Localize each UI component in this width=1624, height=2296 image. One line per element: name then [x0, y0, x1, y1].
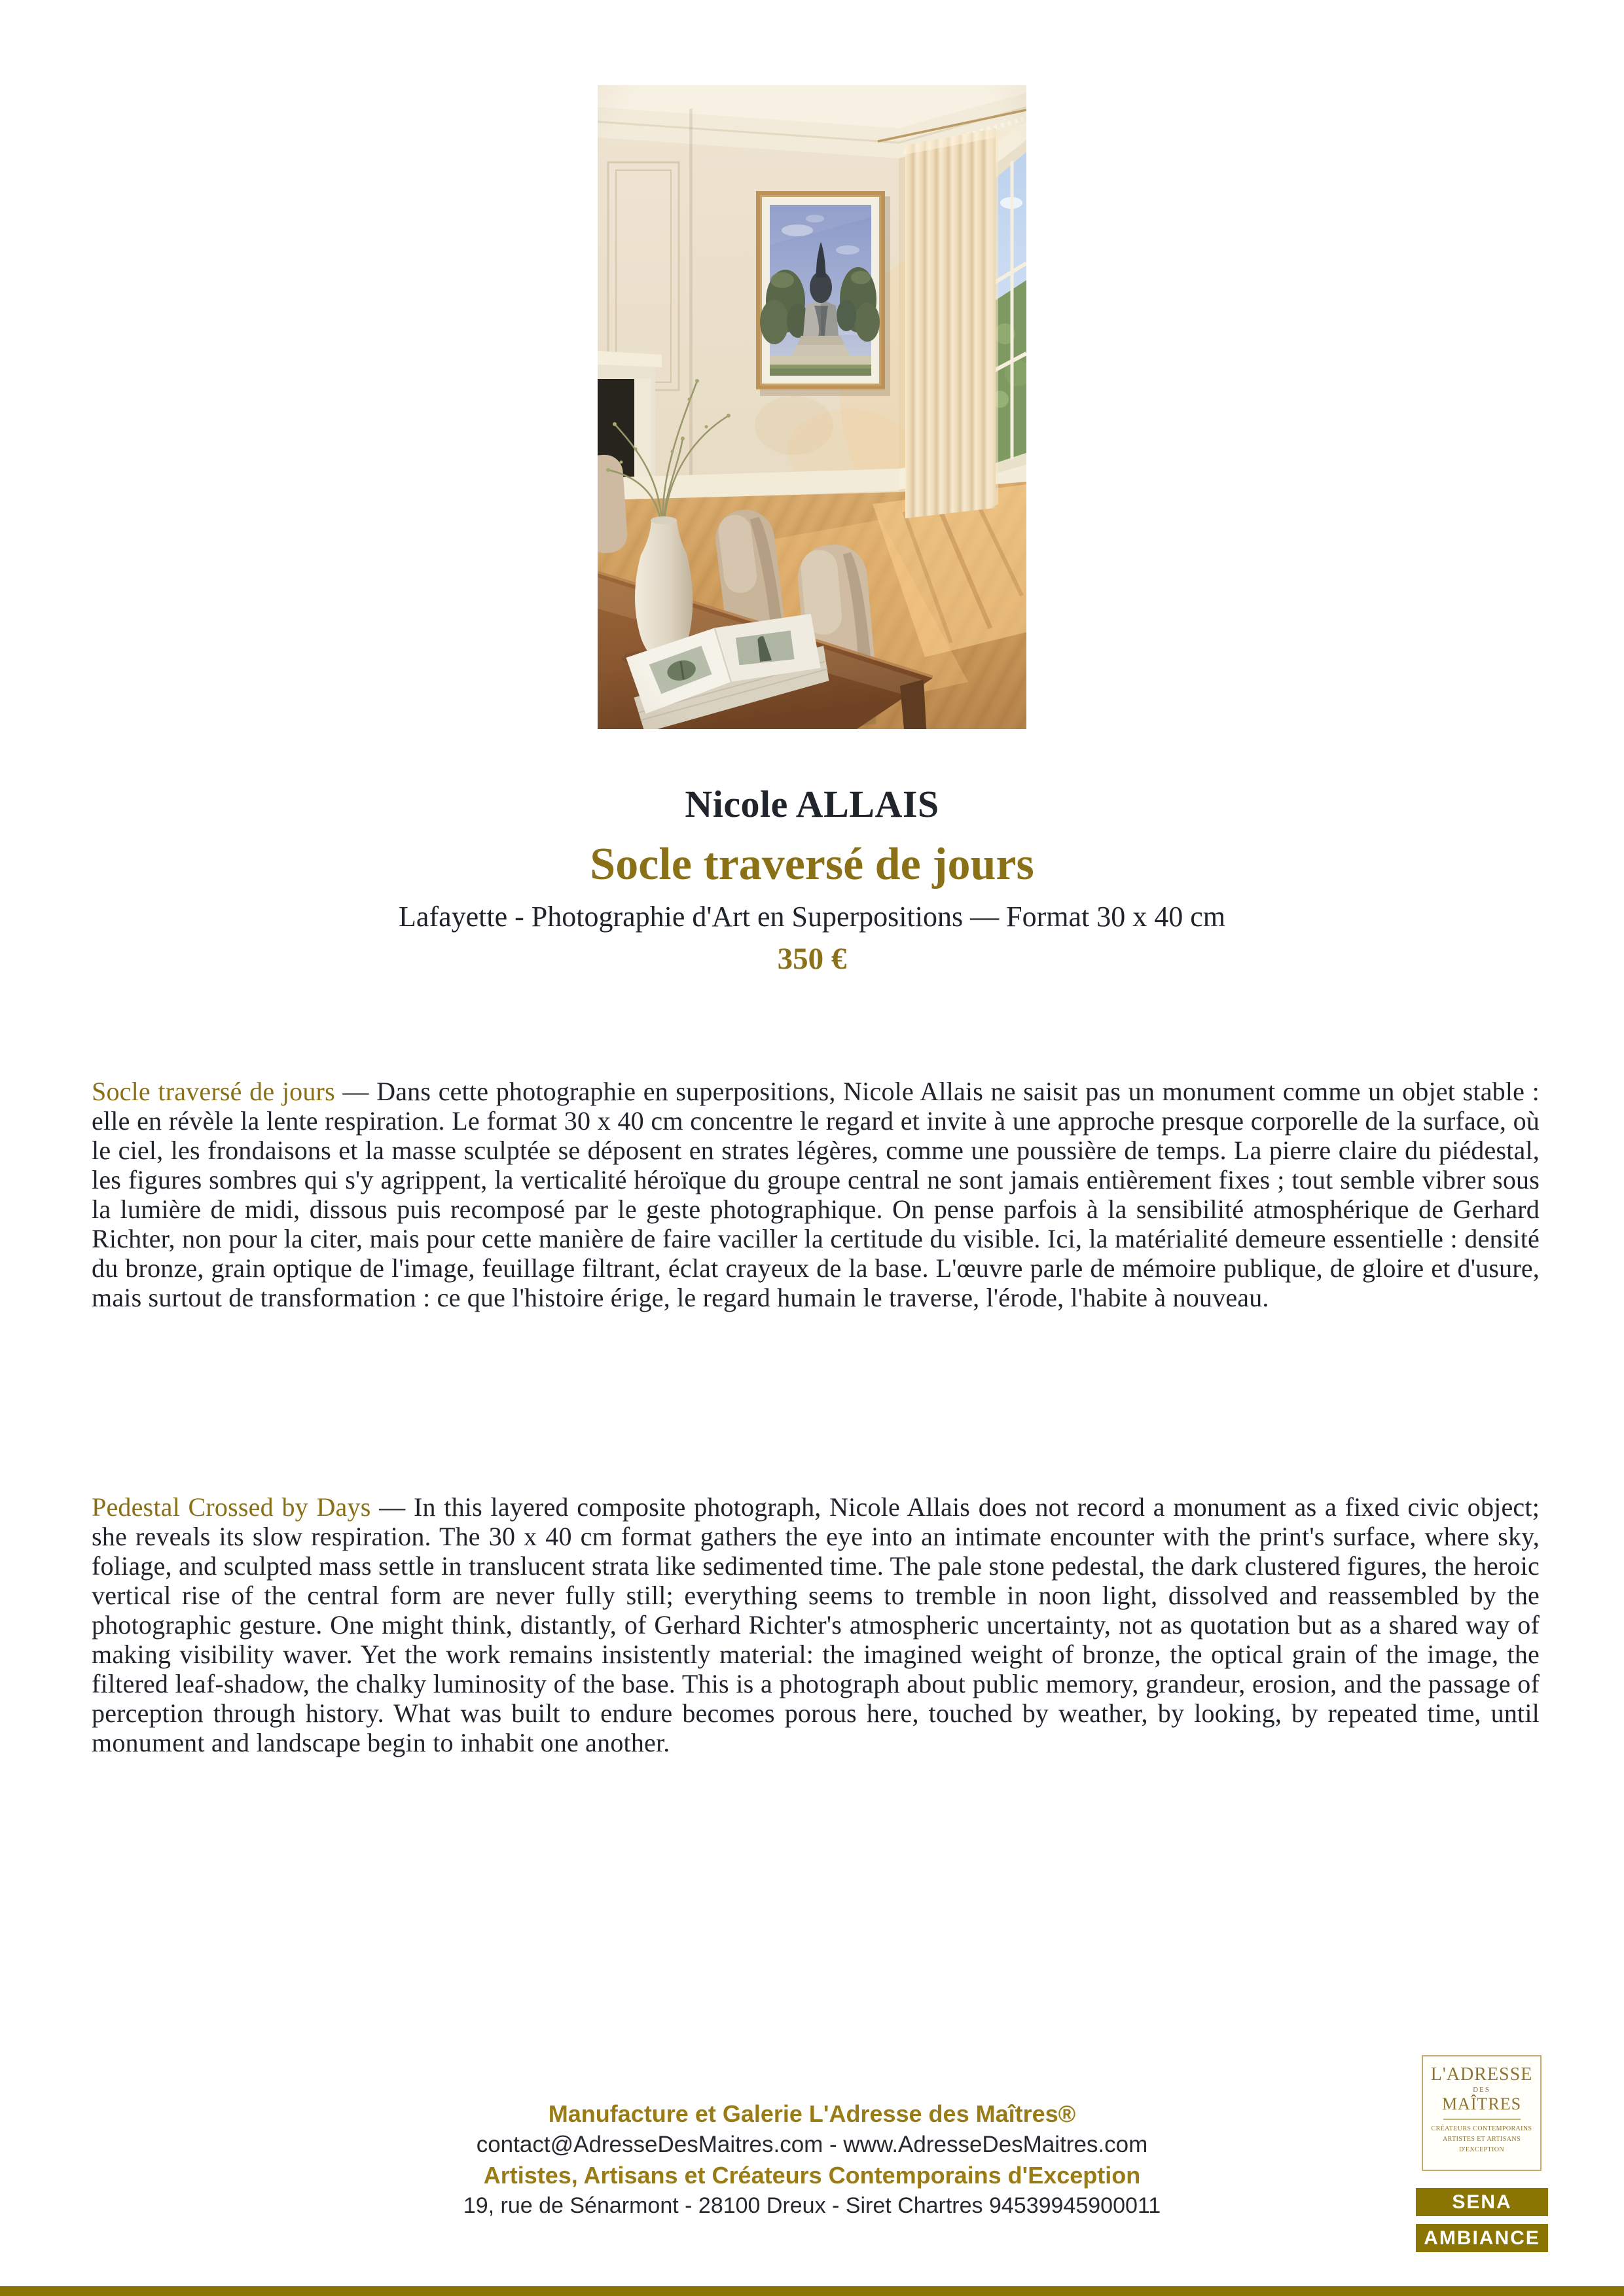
footer-address-line: 19, rue de Sénarmont - 28100 Dreux - Siret Chartres 94539945900011 [463, 2193, 1161, 2218]
gallery-logo-line3: MAÎTRES [1441, 2094, 1522, 2113]
description-english-body: — In this layered composite photograph, Nicole Allais does not record a monument as a fixed civic object; she reveals its slow respiration. The 30 x 40 cm format gathers the eye into an intimate encounter with the print's surface, where sky, foliage, and sculpted mass settle in translucent strata like sedimented time. The pale stone pedestal, the dark clustered figures, the heroic vertical rise of the central form are never fully still; everything seems to tremble in noon light, dissolved and reassembled by the photographic gesture. One might think, distantly, of Gerhard Richter's atmospheric uncertainty, not as quotation but as a shared way of making visibility waver. Yet the work remains insistently material: the imagined weight of bronze, the optical grain of the image, the filtered leaf-shadow, the chalky luminosity of the base. This is a photograph about public memory, grandeur, erosion, and the passage of perception through history. What was built to endure becomes porous here, touched by weather, by looking, by repeated time, until monument and landscape begin to inhabit one another. [92, 1492, 1540, 1757]
artwork-price: 350 € [777, 942, 847, 976]
bottom-gold-bar [0, 2286, 1624, 2296]
gallery-logo-divider [1443, 2119, 1521, 2120]
gallery-logo-line1: L'ADRESSE [1430, 2064, 1533, 2085]
description-french-body: — Dans cette photographie en superpositions, Nicole Allais ne saisit pas un monument comme un objet stable : elle en révèle la lente respiration. Le format 30 x 40 cm concentre le regard et invite à une approche presque corporelle de la surface, où le ciel, les frondaisons et la masse sculptée se déposent en strates légères, comme une poussière de temps. La pierre claire du piédestal, les figures sombres qui s'y agrippent, la verticalité héroïque du groupe central ne sont jamais entièrement fixes ; tout semble vibrer sous la lumière de midi, dissous puis recomposé par le geste photographique. On pense parfois à la sensibilité atmosphérique de Gerhard Richter, non pour la citer, mais pour cette manière de faire vaciller la certitude du visible. Ici, la matérialité demeure essentielle : densité du bronze, grain optique de l'image, feuillage filtrant, éclat crayeux de la base. L'œuvre parle de mémoire publique, de gloire et d'usure, mais surtout de transformation : ce que l'histoire érige, le regard humain le traverse, l'érode, l'habite à nouveau. [92, 1077, 1540, 1312]
badge-sena: SENA [1416, 2188, 1548, 2216]
artwork-title: Socle traversé de jours [590, 839, 1034, 889]
footer-contact-line: contact@AdresseDesMaitres.com - www.AdresseDesMaitres.com [476, 2132, 1148, 2157]
footer [0, 2098, 1624, 2221]
footer-tagline: Artistes, Artisans et Créateurs Contemporains d'Exception [483, 2162, 1141, 2189]
photo-vignette [598, 85, 1026, 729]
description-french-lead: Socle traversé de jours [92, 1077, 335, 1106]
gallery-logo-sub1: CRÉATEURS CONTEMPORAINS [1431, 2125, 1532, 2132]
footer-gallery-name: Manufacture et Galerie L'Adresse des Maîtres® [548, 2100, 1076, 2127]
description-english-lead: Pedestal Crossed by Days [92, 1492, 371, 1522]
artwork-subtitle: Lafayette - Photographie d'Art en Superpositions — Format 30 x 40 cm [399, 901, 1225, 933]
description-french [92, 1077, 1540, 1312]
description-english [92, 1492, 1540, 1757]
gallery-logo [1422, 2055, 1542, 2171]
product-photo [598, 85, 1026, 729]
gallery-logo-line2: DES [1473, 2086, 1490, 2094]
gallery-logo-sub3: D'EXCEPTION [1459, 2146, 1504, 2153]
interior-scene-illustration [598, 85, 1026, 729]
badge-ambiance: AMBIANCE [1416, 2224, 1548, 2252]
gallery-logo-sub2: ARTISTES ET ARTISANS [1443, 2136, 1521, 2143]
artist-name: Nicole ALLAIS [685, 783, 939, 825]
